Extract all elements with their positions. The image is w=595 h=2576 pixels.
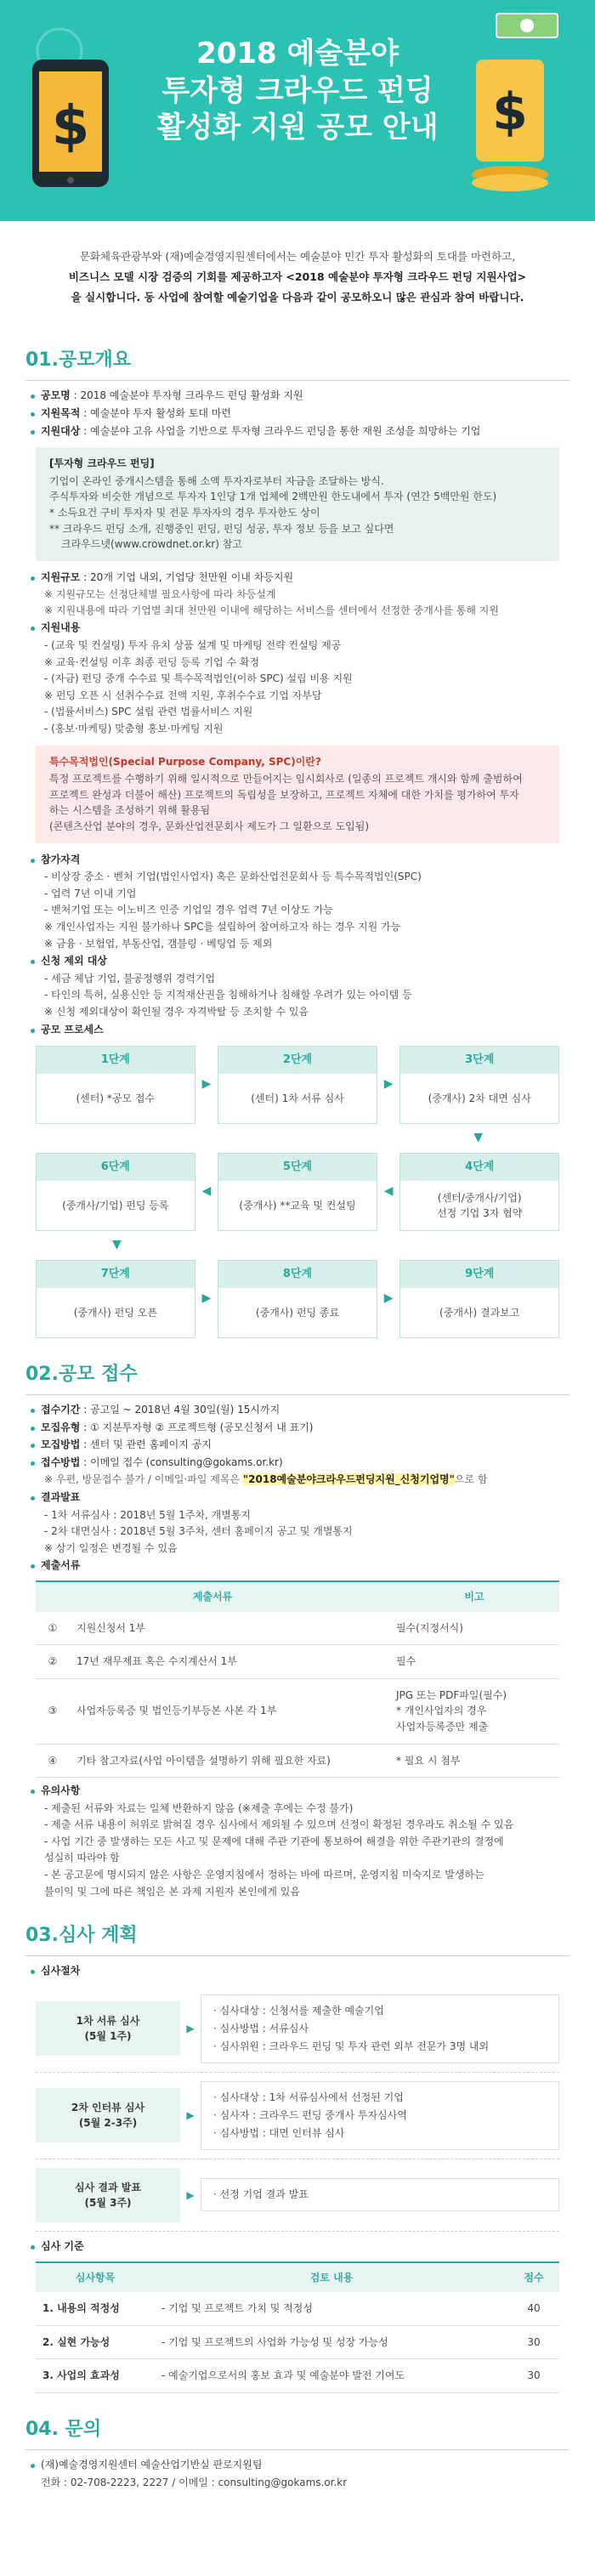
process-step: 9단계 (중개사) 결과보고 [400,1260,559,1338]
bullet-item: 지원내용 [26,620,570,636]
bullet-item: 제출서류 [26,1558,570,1574]
arrow-right-icon: ▶ [186,2109,195,2122]
intro-line-2: 비즈니스 모델 시장 검증의 기회를 제공하고자 <2018 예술분야 투자형 크라우드 펀딩 지원사업> [68,270,527,283]
svg-text:$: $ [51,95,90,158]
bullet-item: 지원규모 : 20개 기업 내외, 기업당 천만원 이내 차등지원 [26,570,570,586]
section-title: 02.공모 접수 [26,1360,570,1395]
hero-banner [0,0,595,221]
process-flow [36,1046,559,1338]
process-step: 5단계 (중개사) **교육 및 컨설팅 [218,1153,377,1231]
table-row: 1. 내용의 적정성 - 기업 및 프로젝트 가치 및 적정성 40 [36,2292,559,2325]
bullet-item: 심사 기준 [26,2238,570,2255]
bullet-item: 모집유형 : ① 지분투자형 ② 프로젝트형 (공모신청서 내 표기) [26,1420,570,1436]
contact-info: 전화 : 02-708-2223, 2227 / 이메일 : consulting@gokams.or.kr [41,2476,348,2488]
schedule-row: 2차 인터뷰 심사 (5월 2-3주) ▶ · 심사대상 : 1차 서류심사에서 선정된 기업 · 심사자 : 크라우드 펀딩 중개사 투자심사역 · 심사방법 : 대면 인터뷰 심사 [36,2073,559,2159]
section-application: 02.공모 접수 접수기간 : 공고일 ~ 2018년 4월 30일(월) 15시까지 모집유형 : ① 지분투자형 ② 프로젝트형 (공모신청서 내 표기) 모집방법 : 센터 및 관련 홈페이지 공지 접수방법 : 이메일 접수 (consulting@gokams.or.kr) ※ 우편, 방문접수 불가 / 이메일·파일 제목은 "2018예술분야크라우드펀딩지원_신청기업명"으로 함 결과발표 - 1차 서류심사 : 2018년 5월 1주차, 개별통지 - 2차 대면심사 : 2018년 5월 3주차, 센터 홈페이지 공고 및 개별통지 ※ 상기 일정은 변경될 수 있음 제출서류 제출서류 비고 ① 지원신청서 1부 필수(지정서식) ② 17년 재무제표 혹은 수지계산서 1부 필수 ③ 사업자등록증 및 법인등기부등본 사본 각 1부 JPG 또는 PDF파일(필수) * 개인사업자의 경우 사업자등록증만 제출 ④ 기타 참고자료(사업 아이템을 설명하기 위해 필요한 자료) * 필요 시 첨부 유의사항 - 제출된 서류와 자료는 일체 반환하지 않음 (※제출 후에는 수정 불가) - 제출 서류 내용이 허위로 밝혀질 경우 심사에서 제외될 수 있으며 선정이 확정된 경우라도 취소될 수 있음 - 사업 기간 중 발생하는 모든 사고 및 문제에 대해 주관 기관에 통보하여 해결을 위한 주관기관의 결정에 성실히 따라야 함 - 본 공고문에 명시되지 않은 사항은 운영지침에서 정하는 바에 따르며, 운영지침 미숙지로 발생하는 불이익 및 그에 따른 책임은 본 과제 지원자 본인에게 있음 [0,1360,595,1899]
arrow-right-icon: ▶ [383,1077,394,1092]
bullet-item: 참가자격 [26,852,570,868]
smartphone-dollar-icon [24,60,126,196]
info-box-spc: 특수목적법인(Special Purpose Company, SPC)이란? 특정 프로젝트를 수행하기 위해 일시적으로 만들어지는 임시회사로 (일종의 프로젝트 개시와 함께 출범하여 프로젝트 완성과 더불어 해산) 프로젝트의 독립성을 보장하고, 프로젝트 자체에 대한 가치를 평가하여 투자 하는 시스템을 조성하기 위해 활용됨 (콘텐츠산업 분야의 경우, 문화산업전문회사 제도가 그 일환으로 도입됨) [36,746,559,843]
bullet-item: 지원목적 : 예술분야 투자 활성화 토대 마련 [26,406,570,422]
title-line-1: 2018 예술분야 [196,37,399,71]
table-row: ② 17년 재무제표 혹은 수지계산서 1부 필수 [36,1645,559,1679]
process-step: 4단계 (센터/중개사/기업) 선정 기업 3자 협약 [400,1153,559,1231]
section-contact [0,2415,595,2516]
table-row: ④ 기타 참고자료(사업 아이템을 설명하기 위해 필요한 자료) * 필요 시 첨부 [36,1744,559,1778]
arrow-left-icon: ◀ [201,1184,212,1199]
svg-text:$: $ [492,82,528,142]
arrow-right-icon: ▶ [186,2023,195,2035]
title-line-3: 활성화 지원 공모 안내 [156,111,439,145]
review-schedule [36,1986,559,2232]
email-subject-highlight: "2018예술분야크라우드펀딩지원_신청기업명" [242,1473,455,1486]
coins-icon [459,34,570,196]
intro-line-1: 문화체육관광부와 (재)예술경영지원센터에서는 예술분야 민간 투자 활성화의 토대를 마련하고, [79,250,516,263]
section-overview: 01.공모개요 공모명 : 2018 예술분야 투자형 크라우드 펀딩 활성화 지원 지원목적 : 예술분야 투자 활성화 토대 마련 지원대상 : 예술분야 고유 사업을 기반으로 투자형 크라우드 펀딩을 통한 재원 조성을 희망하는 기업 [투자형 크라우드 펀딩] 기업이 온라인 중개시스템을 통해 소액 투자자로부터 자금을 조달하는 방식. 주식투자와 비슷한 개념으로 투자자 1인당 1개 업체에 2백만원 한도내에서 투자 (연간 5백만원 한도) * 소득요건 구비 투자자 및 전문 투자자의 경우 투자한도 상이 ** 크라우드 펀딩 소개, 진행중인 펀딩, 펀딩 성공, 투자 정보 등을 보고 싶다면 크라우드넷(www.crowdnet.or.kr) 참고 지원규모 : 20개 기업 내외, 기업당 천만원 이내 차등지원 ※ 지원규모는 선정단체별 필요사항에 따라 차등설계 ※ 지원내용에 따라 기업별 최대 천만원 이내에 해당하는 서비스를 센터에서 선정한 중개사를 통해 지원 지원내용 - (교육 및 컨설팅) 투자 유치 상품 설계 및 마케팅 전략 컨설팅 제공 ※ 교육·컨설팅 이후 최종 펀딩 등록 기업 수 확정 - (자금) 펀딩 중개 수수료 및 특수목적법인(이하 SPC) 설립 비용 지원 ※ 펀딩 오픈 시 선취수수료 전액 지원, 후취수수료 기업 자부담 - (법률서비스) SPC 설립 관련 법률서비스 지원 - (홍보·마케팅) 맞춤형 홍보·마케팅 지원 특수목적법인(Special Purpose Company, SPC)이란? 특정 프로젝트를 수행하기 위해 일시적으로 만들어지는 임시회사로 (일종의 프로젝트 개시와 함께 출범하여 프로젝트 완성과 더불어 해산) 프로젝트의 독립성을 보장하고, 프로젝트 자체에 대한 가치를 평가하여 투자 하는 시스템을 조성하기 위해 활용됨 (콘텐츠산업 분야의 경우, 문화산업전문회사 제도가 그 일환으로 도입됨) 참가자격 - 비상장 중소 · 벤처 기업(법인사업자) 혹은 문화산업전문회사 등 특수목적법인(SPC) - 업력 7년 이내 기업 - 벤처기업 또는 이노비즈 인증 기업일 경우 업력 7년 이상도 가능 ※ 개인사업자는 지원 불가하나 SPC를 설립하여 참여하고자 하는 경우 지원 가능 ※ 금융 · 보험업, 부동산업, 갬블링 · 베팅업 등 제외 신청 제외 대상 - 세금 체납 기업, 불공정행위 경력기업 - 타인의 특허, 실용신안 등 지적재산권을 침해하거나 침해할 우려가 있는 아이템 등 ※ 신청 제외대상이 확인될 경우 자격박탈 등 조치할 수 있음 공모 프로세스 1단계 (센터) *공모 접수 ▶ 2단계 (센터) 1차 서류 심사 ▶ 3단계 (중개사) 2차 대면 심사 ▼ 6단계 (중개사/기업) 펀딩 등록 ◀ 5단계 (중개사) **교육 및 컨설팅 ◀ 4단계 (센터/중개사/기업) 선정 기업 3자 협약 ▼ 7단계 (중개사) 펀딩 오픈 ▶ 8단계 (중개사) 펀딩 종료 ▶ 9단계 (중개사) 결과보고 [0,346,595,1338]
section-review [0,1921,595,2393]
contact-org: (재)예술경영지원센터 예술산업기반실 판로지원팀 [26,2457,570,2473]
process-step: 3단계 (중개사) 2차 대면 심사 [400,1046,559,1124]
bullet-item: 지원대상 : 예술분야 고유 사업을 기반으로 투자형 크라우드 펀딩을 통한 재원 조성을 희망하는 기업 [26,423,570,440]
intro-text [0,221,595,324]
page-title [144,36,450,147]
bullet-item: 신청 제외 대상 [26,953,570,969]
bullet-item: 공모명 : 2018 예술분야 투자형 크라우드 펀딩 활성화 지원 [26,388,570,404]
arrow-down-icon: ▼ [112,1238,122,1252]
bullet-item: 결과발표 [26,1489,570,1506]
bullet-item: 유의사항 [26,1783,570,1799]
table-row: 2. 실현 가능성 - 기업 및 프로젝트의 사업화 가능성 및 성장 가능성 30 [36,2325,559,2359]
process-step: 7단계 (중개사) 펀딩 오픈 [36,1260,196,1338]
bullet-item: 접수방법 : 이메일 접수 (consulting@gokams.or.kr) [26,1455,570,1471]
section-title: 03.심사 계획 [26,1921,570,1956]
bullet-item: 모집방법 : 센터 및 관련 홈페이지 공지 [26,1437,570,1453]
title-line-2: 투자형 크라우드 펀딩 [162,73,434,108]
arrow-right-icon: ▶ [201,1077,212,1092]
table-row: ① 지원신청서 1부 필수(지정서식) [36,1612,559,1645]
section-title: 01.공모개요 [26,346,570,381]
arrow-right-icon: ▶ [383,1291,394,1305]
process-step: 6단계 (중개사/기업) 펀딩 등록 [36,1153,196,1231]
process-step: 2단계 (센터) 1차 서류 심사 [218,1046,377,1124]
documents-table: 제출서류 비고 ① 지원신청서 1부 필수(지정서식) ② 17년 재무제표 혹은 수지계산서 1부 필수 ③ 사업자등록증 및 법인등기부등본 사본 각 1부 JPG 또는 PDF파일(필수) * 개인사업자의 경우 사업자등록증만 제출 ④ 기타 참고자료(사업 아이템을 설명하기 위해 필요한 자료) * 필요 시 첨부 [36,1580,559,1778]
schedule-row: 1차 서류 심사 (5월 1주) ▶ · 심사대상 : 신청서를 제출한 예술기업 · 심사방법 : 서류심사 · 심사위원 : 크라우드 펀딩 및 투자 관련 외부 전문가 3명 내외 [36,1986,559,2073]
process-step: 1단계 (센터) *공모 접수 [36,1046,196,1124]
bullet-item: 공모 프로세스 [26,1022,570,1038]
arrow-right-icon: ▶ [186,2188,195,2201]
criteria-table: 심사항목 검토 내용 점수 1. 내용의 적정성 - 기업 및 프로젝트 가치 및 적정성 40 2. 실현 가능성 - 기업 및 프로젝트의 사업화 가능성 및 성장 가능성 30 3. 사업의 효과성 - 예술기업으로서의 홍보 효과 및 예술분야 발전 기여도 30 [36,2261,559,2393]
process-step: 8단계 (중개사) 펀딩 종료 [218,1260,377,1338]
arrow-left-icon: ◀ [383,1184,394,1199]
info-box-crowdfunding: [투자형 크라우드 펀딩] 기업이 온라인 중개시스템을 통해 소액 투자자로부터 자금을 조달하는 방식. 주식투자와 비슷한 개념으로 투자자 1인당 1개 업체에 2백만원 한도내에서 투자 (연간 5백만원 한도) * 소득요건 구비 투자자 및 전문 투자자의 경우 투자한도 상이 ** 크라우드 펀딩 소개, 진행중인 펀딩, 펀딩 성공, 투자 정보 등을 보고 싶다면 크라우드넷(www.crowdnet.or.kr) 참고 [36,447,559,561]
arrow-down-icon: ▼ [473,1131,483,1145]
intro-line-3: 을 실시합니다. 동 사업에 참여할 예술기업을 다음과 같이 공모하오니 많은 관심과 참여 바랍니다. [71,290,524,304]
arrow-right-icon: ▶ [201,1291,212,1305]
table-row: 3. 사업의 효과성 - 예술기업으로서의 홍보 효과 및 예술분야 발전 기여도 30 [36,2359,559,2393]
section-title: 04. 문의 [26,2415,570,2450]
bullet-item: 심사절차 [26,1963,570,1979]
table-row: ③ 사업자등록증 및 법인등기부등본 사본 각 1부 JPG 또는 PDF파일(필수) * 개인사업자의 경우 사업자등록증만 제출 [36,1678,559,1744]
bullet-item: 접수기간 : 공고일 ~ 2018년 4월 30일(월) 15시까지 [26,1402,570,1418]
schedule-row: 심사 결과 발표 (5월 3주) ▶ · 선정 기업 결과 발표 [36,2159,559,2232]
